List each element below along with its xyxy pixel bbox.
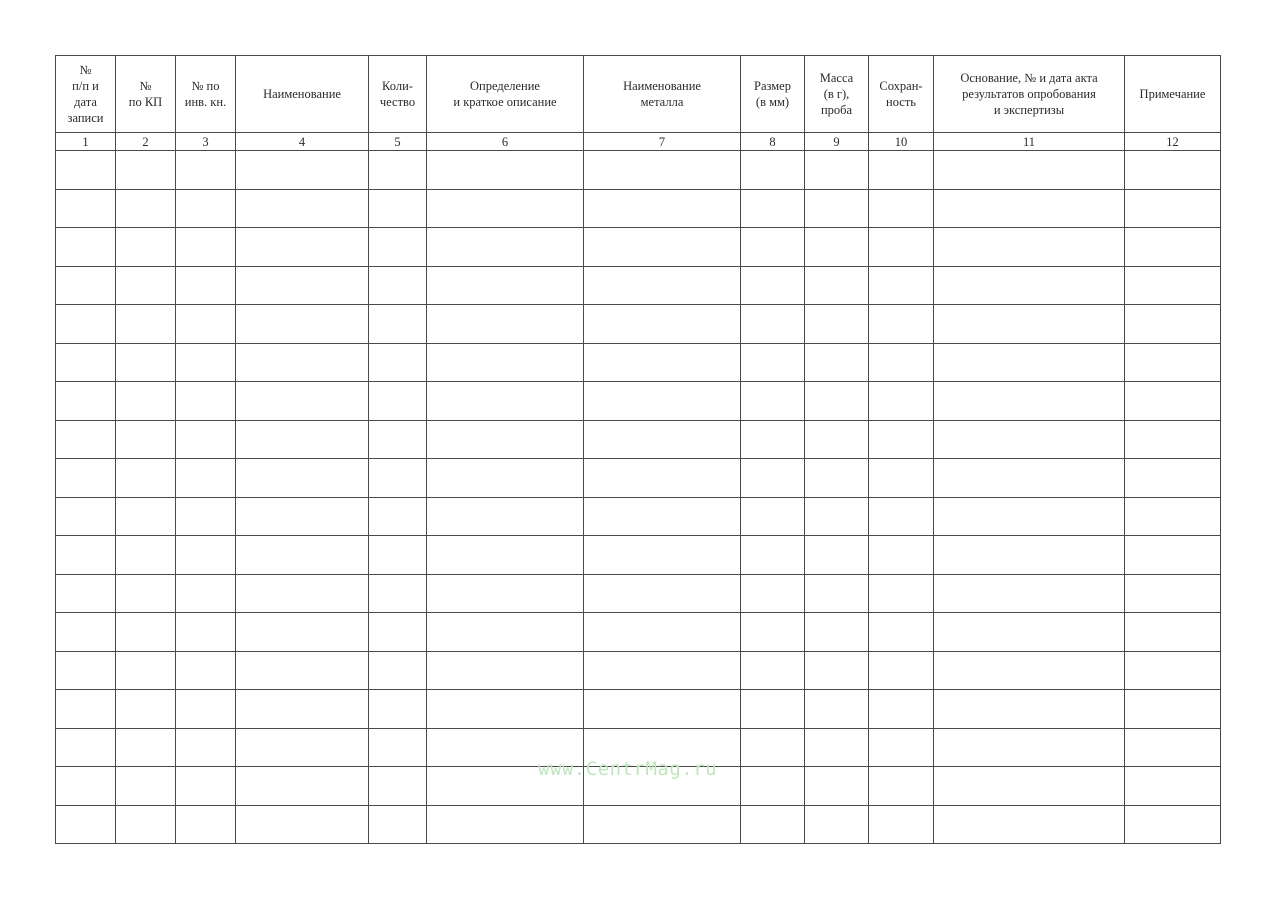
- table-cell: [869, 228, 934, 267]
- table-cell: [1125, 266, 1221, 305]
- column-header: Размер (в мм): [741, 56, 805, 133]
- table-cell: [56, 613, 116, 652]
- table-cell: [369, 613, 427, 652]
- table-cell: [805, 690, 869, 729]
- table-cell: [116, 305, 176, 344]
- table-cell: [56, 382, 116, 421]
- table-cell: [741, 767, 805, 806]
- column-number: 6: [427, 133, 584, 151]
- column-number: 12: [1125, 133, 1221, 151]
- table-cell: [56, 459, 116, 498]
- table-cell: [176, 151, 236, 190]
- table-cell: [584, 574, 741, 613]
- table-cell: [869, 690, 934, 729]
- table-cell: [116, 343, 176, 382]
- table-cell: [741, 420, 805, 459]
- table-cell: [116, 459, 176, 498]
- table-cell: [934, 151, 1125, 190]
- table-cell: [805, 574, 869, 613]
- table-cell: [116, 151, 176, 190]
- table-cell: [805, 651, 869, 690]
- table-cell: [1125, 420, 1221, 459]
- column-number: 10: [869, 133, 934, 151]
- table-cell: [869, 420, 934, 459]
- table-cell: [116, 228, 176, 267]
- table-row: [56, 536, 1221, 575]
- table-cell: [176, 228, 236, 267]
- table-cell: [176, 382, 236, 421]
- table-cell: [1125, 343, 1221, 382]
- table-cell: [805, 613, 869, 652]
- table-cell: [369, 382, 427, 421]
- table-cell: [427, 228, 584, 267]
- table-cell: [116, 189, 176, 228]
- table-cell: [584, 536, 741, 575]
- table-cell: [176, 305, 236, 344]
- table-cell: [1125, 189, 1221, 228]
- table-cell: [369, 574, 427, 613]
- table-cell: [934, 767, 1125, 806]
- table-cell: [427, 690, 584, 729]
- table-cell: [934, 305, 1125, 344]
- column-number: 8: [741, 133, 805, 151]
- table-cell: [236, 574, 369, 613]
- table-cell: [427, 189, 584, 228]
- table-cell: [805, 805, 869, 844]
- table-cell: [236, 266, 369, 305]
- table-row: [56, 690, 1221, 729]
- table-cell: [741, 728, 805, 767]
- table-cell: [869, 382, 934, 421]
- table-cell: [116, 690, 176, 729]
- table-cell: [741, 266, 805, 305]
- table-cell: [236, 651, 369, 690]
- column-header: Примечание: [1125, 56, 1221, 133]
- column-header: № по КП: [116, 56, 176, 133]
- table-cell: [176, 574, 236, 613]
- table-cell: [584, 228, 741, 267]
- table-row: [56, 420, 1221, 459]
- table-row: [56, 651, 1221, 690]
- column-number: 5: [369, 133, 427, 151]
- table-row: [56, 382, 1221, 421]
- watermark: www.CentrMag.ru: [538, 758, 718, 780]
- table-cell: [1125, 459, 1221, 498]
- table-cell: [369, 266, 427, 305]
- table-cell: [741, 228, 805, 267]
- table-cell: [584, 266, 741, 305]
- table-cell: [741, 651, 805, 690]
- table-cell: [584, 305, 741, 344]
- table-row: [56, 189, 1221, 228]
- table-cell: [805, 420, 869, 459]
- table-cell: [1125, 382, 1221, 421]
- table-cell: [934, 420, 1125, 459]
- table-cell: [56, 574, 116, 613]
- table-row: [56, 151, 1221, 190]
- table-cell: [176, 497, 236, 536]
- table-cell: [584, 420, 741, 459]
- table-cell: [934, 266, 1125, 305]
- table-cell: [427, 651, 584, 690]
- column-header: № п/п и дата записи: [56, 56, 116, 133]
- table-cell: [934, 343, 1125, 382]
- table-cell: [427, 536, 584, 575]
- table-cell: [427, 266, 584, 305]
- table-cell: [427, 574, 584, 613]
- table-cell: [805, 305, 869, 344]
- table-cell: [584, 613, 741, 652]
- column-number: 7: [584, 133, 741, 151]
- table-cell: [56, 805, 116, 844]
- ledger-body: [56, 151, 1221, 844]
- table-cell: [369, 420, 427, 459]
- table-cell: [934, 536, 1125, 575]
- table-cell: [584, 151, 741, 190]
- table-cell: [369, 151, 427, 190]
- table-cell: [741, 613, 805, 652]
- table-cell: [369, 189, 427, 228]
- table-cell: [584, 459, 741, 498]
- table-cell: [369, 459, 427, 498]
- table-cell: [427, 343, 584, 382]
- column-header: Основание, № и дата акта результатов опробования и экспертизы: [934, 56, 1125, 133]
- table-cell: [56, 189, 116, 228]
- table-cell: [805, 266, 869, 305]
- table-cell: [236, 228, 369, 267]
- table-cell: [869, 189, 934, 228]
- table-cell: [369, 228, 427, 267]
- table-cell: [56, 151, 116, 190]
- column-number: 2: [116, 133, 176, 151]
- table-cell: [236, 305, 369, 344]
- table-cell: [584, 497, 741, 536]
- table-cell: [427, 382, 584, 421]
- table-cell: [1125, 497, 1221, 536]
- table-cell: [427, 497, 584, 536]
- table-cell: [369, 690, 427, 729]
- table-cell: [369, 651, 427, 690]
- table-cell: [741, 574, 805, 613]
- table-cell: [56, 343, 116, 382]
- column-header: Сохран- ность: [869, 56, 934, 133]
- table-cell: [56, 420, 116, 459]
- table-cell: [176, 805, 236, 844]
- table-cell: [741, 805, 805, 844]
- table-row: [56, 613, 1221, 652]
- table-cell: [369, 728, 427, 767]
- table-cell: [934, 228, 1125, 267]
- table-cell: [805, 536, 869, 575]
- table-cell: [741, 189, 805, 228]
- table-cell: [116, 574, 176, 613]
- table-cell: [741, 536, 805, 575]
- table-cell: [369, 536, 427, 575]
- column-number: 3: [176, 133, 236, 151]
- column-header: № по инв. кн.: [176, 56, 236, 133]
- table-cell: [869, 728, 934, 767]
- table-cell: [236, 151, 369, 190]
- table-cell: [176, 343, 236, 382]
- table-cell: [427, 151, 584, 190]
- table-cell: [116, 382, 176, 421]
- table-cell: [869, 266, 934, 305]
- table-cell: [741, 459, 805, 498]
- table-cell: [116, 420, 176, 459]
- table-cell: [56, 497, 116, 536]
- table-row: [56, 305, 1221, 344]
- table-row: [56, 343, 1221, 382]
- table-cell: [805, 767, 869, 806]
- table-cell: [805, 728, 869, 767]
- table-cell: [741, 497, 805, 536]
- table-cell: [869, 305, 934, 344]
- table-cell: [741, 382, 805, 421]
- table-cell: [176, 189, 236, 228]
- table-cell: [176, 767, 236, 806]
- column-header: Наименование: [236, 56, 369, 133]
- table-cell: [934, 382, 1125, 421]
- table-cell: [427, 305, 584, 344]
- table-cell: [1125, 574, 1221, 613]
- table-cell: [116, 728, 176, 767]
- table-row: [56, 459, 1221, 498]
- table-row: [56, 805, 1221, 844]
- table-cell: [176, 459, 236, 498]
- table-cell: [236, 613, 369, 652]
- table-cell: [584, 690, 741, 729]
- table-cell: [236, 805, 369, 844]
- table-cell: [1125, 151, 1221, 190]
- table-cell: [741, 343, 805, 382]
- table-cell: [1125, 651, 1221, 690]
- table-cell: [427, 613, 584, 652]
- table-cell: [116, 767, 176, 806]
- table-cell: [236, 189, 369, 228]
- table-cell: [934, 690, 1125, 729]
- table-cell: [236, 459, 369, 498]
- table-cell: [741, 151, 805, 190]
- table-cell: [369, 343, 427, 382]
- header-row: [56, 56, 1221, 133]
- table-cell: [584, 651, 741, 690]
- table-cell: [584, 805, 741, 844]
- table-cell: [869, 459, 934, 498]
- table-cell: [236, 420, 369, 459]
- column-header: Наименование металла: [584, 56, 741, 133]
- table-cell: [1125, 690, 1221, 729]
- table-cell: [934, 459, 1125, 498]
- table-cell: [176, 420, 236, 459]
- table-cell: [56, 305, 116, 344]
- table-cell: [236, 343, 369, 382]
- table-cell: [934, 574, 1125, 613]
- table-cell: [1125, 728, 1221, 767]
- table-cell: [176, 651, 236, 690]
- table-cell: [236, 690, 369, 729]
- column-number-row: [56, 133, 1221, 151]
- table-cell: [369, 805, 427, 844]
- table-cell: [56, 767, 116, 806]
- table-cell: [56, 690, 116, 729]
- table-cell: [427, 459, 584, 498]
- table-cell: [369, 767, 427, 806]
- table-cell: [869, 497, 934, 536]
- table-cell: [236, 728, 369, 767]
- table-row: [56, 266, 1221, 305]
- table-cell: [176, 690, 236, 729]
- table-cell: [236, 536, 369, 575]
- table-cell: [805, 459, 869, 498]
- table-cell: [869, 536, 934, 575]
- table-cell: [584, 343, 741, 382]
- table-cell: [236, 497, 369, 536]
- table-cell: [934, 805, 1125, 844]
- table-cell: [869, 343, 934, 382]
- table-cell: [805, 228, 869, 267]
- table-cell: [236, 382, 369, 421]
- inventory-ledger-table: [55, 55, 1221, 844]
- table-cell: [176, 728, 236, 767]
- table-cell: [176, 536, 236, 575]
- table-cell: [116, 266, 176, 305]
- table-cell: [1125, 805, 1221, 844]
- table-cell: [741, 690, 805, 729]
- table-cell: [56, 228, 116, 267]
- table-cell: [1125, 305, 1221, 344]
- table-cell: [1125, 536, 1221, 575]
- table-cell: [869, 805, 934, 844]
- table-cell: [805, 382, 869, 421]
- table-cell: [869, 767, 934, 806]
- table-cell: [869, 151, 934, 190]
- table-cell: [176, 266, 236, 305]
- table-cell: [805, 189, 869, 228]
- table-row: [56, 228, 1221, 267]
- table-cell: [869, 574, 934, 613]
- table-cell: [116, 613, 176, 652]
- table-row: [56, 497, 1221, 536]
- column-number: 11: [934, 133, 1125, 151]
- table-cell: [584, 382, 741, 421]
- table-cell: [805, 497, 869, 536]
- table-cell: [805, 151, 869, 190]
- table-cell: [369, 497, 427, 536]
- table-cell: [869, 651, 934, 690]
- table-cell: [56, 651, 116, 690]
- table-cell: [805, 343, 869, 382]
- column-number: 9: [805, 133, 869, 151]
- column-header: Определение и краткое описание: [427, 56, 584, 133]
- column-number: 1: [56, 133, 116, 151]
- table-cell: [116, 497, 176, 536]
- table-cell: [56, 728, 116, 767]
- table-cell: [116, 536, 176, 575]
- table-cell: [116, 805, 176, 844]
- table-cell: [236, 767, 369, 806]
- table-row: [56, 574, 1221, 613]
- table-cell: [934, 651, 1125, 690]
- table-cell: [116, 651, 176, 690]
- table-cell: [427, 805, 584, 844]
- table-cell: [869, 613, 934, 652]
- table-cell: [56, 536, 116, 575]
- table-cell: [934, 728, 1125, 767]
- table-cell: [741, 305, 805, 344]
- table-cell: [934, 613, 1125, 652]
- column-header: Масса (в г), проба: [805, 56, 869, 133]
- table-cell: [1125, 228, 1221, 267]
- table-cell: [369, 305, 427, 344]
- table-cell: [1125, 767, 1221, 806]
- table-cell: [176, 613, 236, 652]
- column-header: Коли- чество: [369, 56, 427, 133]
- table-cell: [934, 497, 1125, 536]
- table-cell: [56, 266, 116, 305]
- table-cell: [427, 420, 584, 459]
- table-cell: [934, 189, 1125, 228]
- table-cell: [1125, 613, 1221, 652]
- column-number: 4: [236, 133, 369, 151]
- table-cell: [584, 189, 741, 228]
